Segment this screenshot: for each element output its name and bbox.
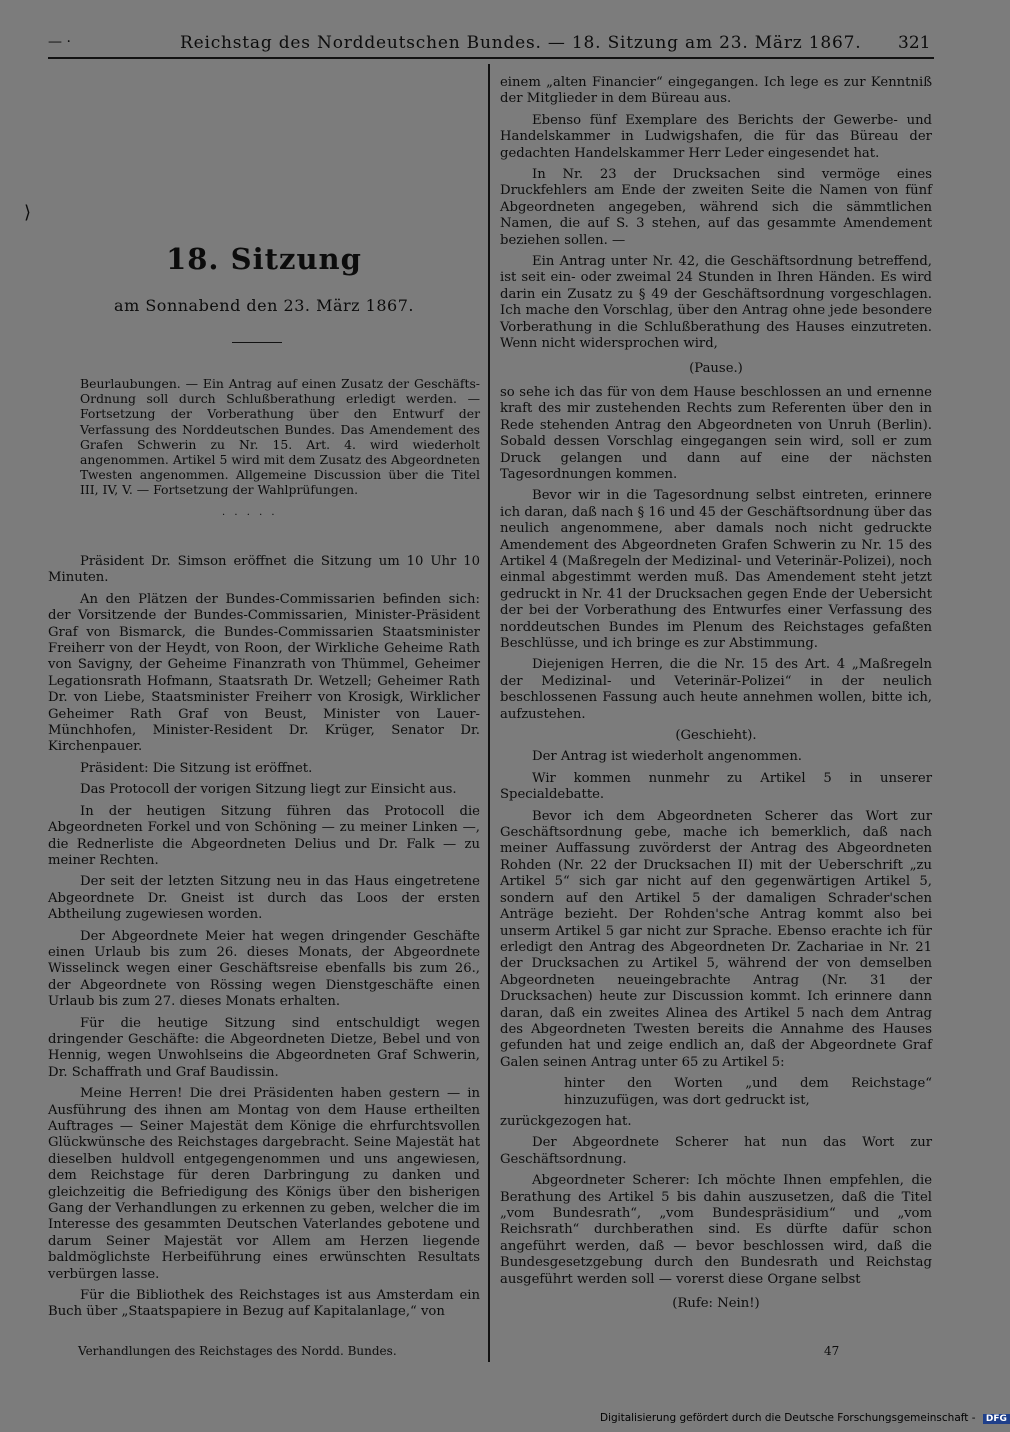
summary-text: Beurlaubungen. — Ein Antrag auf einen Zusatz der Geschäfts-Ordnung soll durch Schlußberathung erledigt werden. — Fortsetzung der Vorberathung über den Entwurf der Verfassung des Norddeutschen Bundes. Das Amendement des Grafen Schwerin zu Nr. 15. Art. 4. wird wiederholt angenommen. Artikel 5 wird mit dem Zusatz des Abgeordneten Twesten angenommen. Allgemeine Discussion über die Titel III, IV, V. — Fortsetzung der Wahlprüfungen. [80, 376, 480, 498]
right-paragraph: so sehe ich das für von dem Hause beschlossen an und ernenne kraft des mir zustehenden Rechts zum Referenten über den in Rede stehenden Antrag den Abgeordneten von Unruh (Berlin). Sobald dessen Vorschlag eingegangen sein wird, soll er zum Druck gelangen und dann auf eine der nächsten Tagesordnungen kommen. [500, 384, 932, 482]
title-separator [232, 342, 282, 343]
right-paragraph: Der Abgeordnete Scherer hat nun das Wort zur Geschäftsordnung. [500, 1135, 932, 1167]
right-stage-direction: (Geschieht). [675, 728, 757, 744]
right-paragraph: Ein Antrag unter Nr. 42, die Geschäftsordnung betreffend, ist seit ein- oder zweimal 24 Stunden in Ihren Händen. Es wird darin ein Zusatz zu § 49 der Geschäftsordnung vorgeschlagen. Ich mache den Vorschlag, über den Antrag ohne jede besondere Vorberathung in die Schlußberathung des Hauses einzutreten. Wenn nicht widersprochen wird, [500, 254, 932, 352]
right-stage-direction: (Pause.) [689, 360, 743, 376]
right-paragraph: Bevor wir in die Tagesordnung selbst eintreten, erinnere ich daran, daß nach § 16 und 45 der Geschäftsordnung über das neulich angenommene, aber damals noch nicht gedruckte Amendement des Abgeordneten Grafen Schwerin zu Nr. 15 des Artikel 4 (Maßregeln der Medizinal- und Veterinär-Polizei), noch einmal abgestimmt werden muß. Das Amendement steht jetzt gedruckt in Nr. 41 der Drucksachen gegen Ende der Uebersicht der bei der Vorberathung des Entwurfes einer Verfassung des norddeutschen Bundes im Plenum des Reichstages gefaßten Beschlüsse, und ich bringe es zur Abstimmung. [500, 488, 932, 651]
right-paragraph: Abgeordneter Scherer: Ich möchte Ihnen empfehlen, die Berathung des Artikel 5 bis dahin auszusetzen, daß die Titel „vom Bundesrath“, „vom Bundespräsidium“ und „vom Reichsrath“ durchberathen sind. Es dürfte dafür schon angeführt werden, daß — bevor beschlossen wird, daß die Bundesgesetzgebung durch den Bundesrath und Reichstag ausgeführt werden soll — vorerst diese Organe selbst [500, 1173, 932, 1287]
digitization-credit [600, 1412, 1010, 1424]
right-stage-direction: (Rufe: Nein!) [672, 1296, 760, 1312]
right-paragraph: In Nr. 23 der Drucksachen sind vermöge eines Druckfehlers am Ende der zweiten Seite die Namen von fünf Abgeordneten angegeben, während sich die sämmtlichen Namen, die auf S. 3 stehen, auf das gesammte Amendement beziehen sollen. — [500, 167, 932, 248]
left-paragraph: Meine Herren! Die drei Präsidenten haben gestern — in Ausführung des ihnen am Montag von dem Hause ertheilten Auftrages — Seiner Majestät dem Könige die ehrfurchtsvollen Glückwünsche des Reichstages dargebracht. Seine Majestät hat dieselben huldvoll entgegengenommen und uns angewiesen, dem Reichstage für deren Darbringung zu danken und gleichzeitig die Befriedigung des Königs über den bisherigen Gang der Verhandlungen zu erkennen zu geben, welcher die im Interesse des gesammten Deutschen Vaterlandes gebotene und darum Seiner Majestät vor Allem am Herzen liegende baldmöglichste Herbeiführung eines erwünschten Resultats verbürgen lasse. [48, 1086, 480, 1282]
session-title: 18. Sitzung [166, 242, 362, 276]
left-paragraph: Für die heutige Sitzung sind entschuldigt wegen dringender Geschäfte: die Abgeordneten Dietze, Bebel und von Hennig, wegen Unwohlseins die Abgeordneten Graf Schwerin, Dr. Schaffrath und Graf Baudissin. [48, 1015, 480, 1080]
left-paragraph: Präsident: Die Sitzung ist eröffnet. [80, 760, 313, 776]
left-paragraph: Für die Bibliothek des Reichstages ist aus Amsterdam ein Buch über „Staatspapiere in Bezug auf Kapitalanlage,“ von [48, 1288, 480, 1320]
right-paragraph: einem „alten Financier“ eingegangen. Ich lege es zur Kenntniß der Mitglieder in dem Büreau aus. [500, 75, 932, 107]
session-summary [80, 376, 480, 503]
right-paragraph: Diejenigen Herren, die die Nr. 15 des Art. 4 „Maßregeln der Medizinal- und Veterinär-Polizei“ in der neulich beschlossenen Fassung auch heute annehmen wollen, bitte ich, aufzustehen. [500, 657, 932, 722]
left-paragraph: Das Protocoll der vorigen Sitzung liegt zur Einsicht aus. [80, 782, 457, 798]
header-rule [48, 57, 934, 59]
right-quote: hinter den Worten „und dem Reichstage“ hinzuzufügen, was dort gedruckt ist, [564, 1076, 932, 1108]
left-column [48, 554, 480, 1326]
left-paragraph: An den Plätzen der Bundes-Commissarien befinden sich: der Vorsitzende der Bundes-Commissarien, Minister-Präsident Graf von Bismarck, die Bundes-Commissarien Staatsminister Freiherr von der Heydt, von Roon, der Wirkliche Geheime Rath von Savigny, der Geheime Finanzrath von Thümmel, Geheimer Legationsrath Hofmann, Staatsrath Dr. Wetzell; Geheimer Rath Dr. von Liebe, Staatsminister Freiherr von Krosigk, Wirklicher Geheimer Rath Graf von Beust, Minister von Lauer-Münchhofen, Minister-Resident Dr. Krüger, Senator Dr. Kirchenpauer. [48, 591, 480, 755]
digitization-credit-text: Digitalisierung gefördert durch die Deutsche Forschungsgemeinschaft - [600, 1412, 976, 1424]
left-paragraph: Präsident Dr. Simson eröffnet die Sitzung um 10 Uhr 10 Minuten. [48, 554, 480, 586]
section-dots: · · · · · [222, 510, 278, 521]
dfg-logo: DFG [983, 1414, 1010, 1424]
left-paragraph: Der Abgeordnete Meier hat wegen dringender Geschäfte einen Urlaub bis zum 26. dieses Monats, der Abgeordnete Wisselinck wegen einer Geschäftsreise ebenfalls bis zum 26., der Abgeordnete von Rössing wegen Dienstgeschäfte einen Urlaub bis zum 27. dieses Monats erhalten. [48, 928, 480, 1010]
right-column [500, 75, 932, 1317]
session-date: am Sonnabend den 23. März 1867. [114, 296, 414, 315]
right-paragraph: Ebenso fünf Exemplare des Berichts der Gewerbe- und Handelskammer in Ludwigshafen, die für das Büreau der gedachten Handelskammer Herr Leder eingesendet hat. [500, 112, 932, 161]
column-divider [488, 64, 490, 1362]
left-paragraph: In der heutigen Sitzung führen das Protocoll die Abgeordneten Forkel und von Schöning — zu meiner Linken —, die Rednerliste die Abgeordneten Delius und Dr. Falk — zu meiner Rechten. [48, 803, 480, 868]
header-left-mark: — · [48, 34, 71, 50]
running-header-title: Reichstag des Norddeutschen Bundes. — 18. Sitzung am 23. März 1867. [180, 33, 862, 53]
left-paragraph: Der seit der letzten Sitzung neu in das Haus eingetretene Abgeordnete Dr. Gneist ist durch das Loos der ersten Abtheilung zugewiesen worden. [48, 874, 480, 923]
footer-publication: Verhandlungen des Reichstages des Nordd. Bundes. [78, 1344, 397, 1358]
right-paragraph: Wir kommen nunmehr zu Artikel 5 in unserer Specialdebatte. [500, 770, 932, 803]
page-number: 321 [898, 33, 931, 53]
right-paragraph: Bevor ich dem Abgeordneten Scherer das Wort zur Geschäftsordnung gebe, mache ich bemerklich, daß nach meiner Auffassung zuvörderst der Antrag des Abgeordneten Rohden (Nr. 22 der Drucksachen II) mit der Ueberschrift „zu Artikel 5“ sich gar nicht auf den gegenwärtigen Artikel 5, sondern auf den Artikel 5 der damaligen Schrader'schen Anträge bezieht. Der Rohden'sche Antrag kommt also bei unserm Artikel 5 gar nicht zur Sprache. Ebenso erachte ich für erledigt den Antrag des Abgeordneten Dr. Zachariae in Nr. 21 der Drucksachen zu Artikel 5, während der von demselben Abgeordneten neueingebrachte Antrag (Nr. 31 der Drucksachen) heute zur Discussion kommt. Ich erinnere dann daran, daß ein zweites Alinea des Artikel 5 nach dem Antrag des Abgeordneten Twesten bereits die Annahme des Hauses gefunden hat und zeige endlich an, daß der Abgeordnete Graf Galen seinen Antrag unter 65 zu Artikel 5: [500, 808, 932, 1070]
right-paragraph: Der Antrag ist wiederholt angenommen. [532, 749, 803, 765]
margin-mark: ⟩ [24, 202, 32, 223]
footer-sheet-number: 47 [824, 1344, 840, 1358]
right-paragraph: zurückgezogen hat. [500, 1113, 632, 1129]
